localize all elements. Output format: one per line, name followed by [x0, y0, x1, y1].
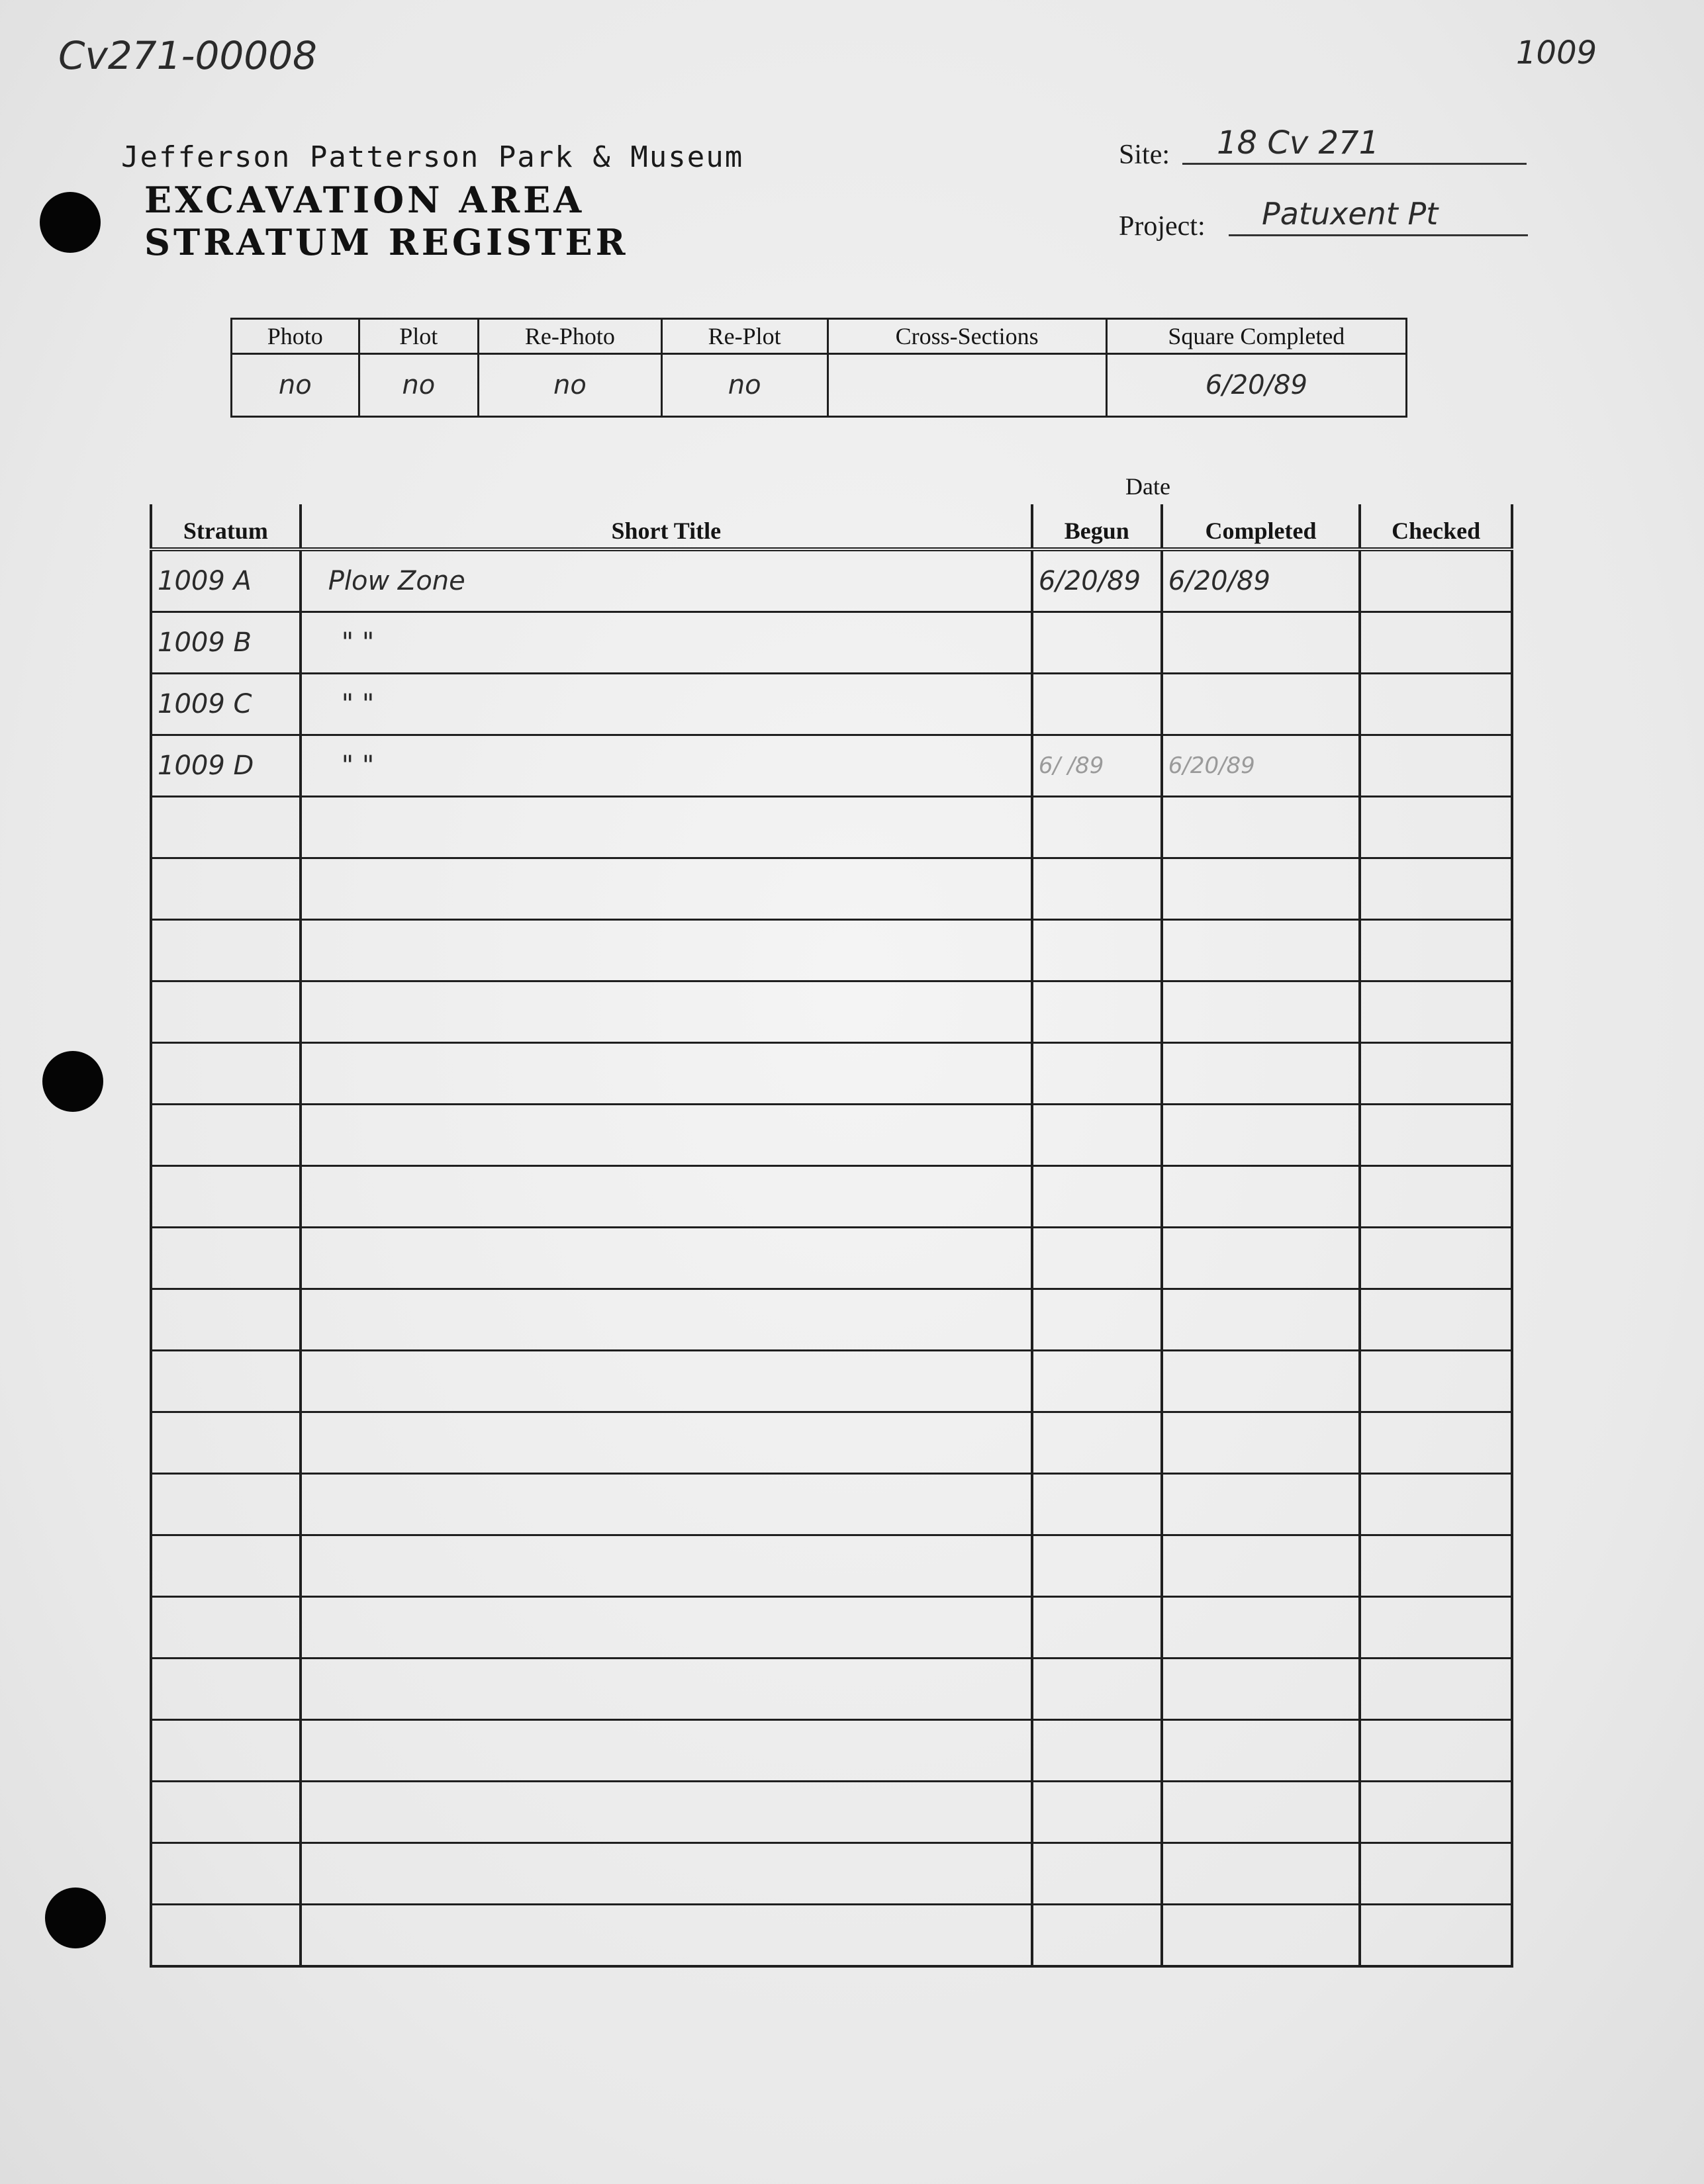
col-cross-sections: Cross-Sections: [828, 319, 1106, 354]
blank-cell: [1162, 1659, 1360, 1720]
blank-cell: [301, 1905, 1032, 1967]
blank-cell: [1360, 1105, 1512, 1166]
blank-cell: [151, 1105, 301, 1166]
blank-cell: [151, 1166, 301, 1228]
blank-row: [151, 1474, 1512, 1535]
blank-row: [151, 1597, 1512, 1659]
blank-cell: [301, 1228, 1032, 1289]
blank-cell: [1032, 1905, 1162, 1967]
checked-cell: [1360, 612, 1512, 674]
col-re-photo: Re-Photo: [479, 319, 662, 354]
blank-cell: [1162, 1720, 1360, 1782]
blank-cell: [1032, 1659, 1162, 1720]
blank-cell: [1032, 1289, 1162, 1351]
blank-cell: [1162, 920, 1360, 981]
blank-cell: [1162, 1351, 1360, 1412]
blank-cell: [1032, 1412, 1162, 1474]
blank-cell: [1032, 1474, 1162, 1535]
blank-cell: [301, 1659, 1032, 1720]
blank-cell: [301, 1597, 1032, 1659]
blank-row: [151, 920, 1512, 981]
begun-cell: [1032, 674, 1162, 735]
blank-cell: [1360, 797, 1512, 858]
binder-hole-top: [40, 192, 101, 253]
begun-cell: 6/20/89: [1032, 549, 1162, 612]
blank-cell: [301, 1105, 1032, 1166]
blank-row: [151, 1782, 1512, 1843]
begun-cell: 6/ /89: [1032, 735, 1162, 797]
blank-row: [151, 1412, 1512, 1474]
blank-cell: [151, 1905, 301, 1967]
blank-cell: [301, 1289, 1032, 1351]
blank-cell: [1032, 981, 1162, 1043]
col-completed: Completed: [1162, 504, 1360, 549]
blank-row: [151, 1535, 1512, 1597]
form-title-line1: EXCAVATION AREA: [144, 179, 585, 221]
checked-cell: [1360, 674, 1512, 735]
blank-cell: [151, 858, 301, 920]
blank-cell: [1360, 1228, 1512, 1289]
blank-cell: [1360, 858, 1512, 920]
col-stratum: Stratum: [151, 504, 301, 549]
blank-cell: [151, 1289, 301, 1351]
blank-cell: [1032, 1166, 1162, 1228]
blank-cell: [1162, 1228, 1360, 1289]
blank-cell: [1032, 1228, 1162, 1289]
blank-cell: [151, 1412, 301, 1474]
form-title-line2: STRATUM REGISTER: [144, 221, 629, 263]
blank-cell: [1360, 1289, 1512, 1351]
blank-cell: [1360, 920, 1512, 981]
blank-cell: [1032, 797, 1162, 858]
square-completed-value: 6/20/89: [1106, 354, 1406, 417]
blank-cell: [1032, 858, 1162, 920]
status-value-row: [232, 354, 1407, 417]
begun-cell: [1032, 612, 1162, 674]
col-short-title: Short Title: [301, 504, 1032, 549]
blank-cell: [1162, 1412, 1360, 1474]
completed-cell: [1162, 674, 1360, 735]
stratum-cell: 1009 A: [151, 549, 301, 612]
binder-hole-middle: [42, 1051, 103, 1112]
project-underline: [1229, 234, 1528, 236]
blank-cell: [301, 1782, 1032, 1843]
blank-cell: [1360, 1782, 1512, 1843]
blank-cell: [1162, 981, 1360, 1043]
blank-row: [151, 1720, 1512, 1782]
blank-cell: [151, 797, 301, 858]
blank-cell: [301, 1351, 1032, 1412]
blank-cell: [1162, 1105, 1360, 1166]
blank-cell: [1360, 1412, 1512, 1474]
col-photo: Photo: [232, 319, 359, 354]
blank-cell: [1360, 1474, 1512, 1535]
col-checked: Checked: [1360, 504, 1512, 549]
blank-row: [151, 1659, 1512, 1720]
completed-cell: [1162, 612, 1360, 674]
blank-cell: [301, 1720, 1032, 1782]
blank-row: [151, 1905, 1512, 1967]
blank-cell: [1032, 920, 1162, 981]
completed-cell: 6/20/89: [1162, 735, 1360, 797]
col-plot: Plot: [359, 319, 479, 354]
blank-cell: [301, 981, 1032, 1043]
blank-row: [151, 1289, 1512, 1351]
blank-cell: [1360, 1905, 1512, 1967]
blank-cell: [151, 1720, 301, 1782]
col-re-plot: Re-Plot: [661, 319, 828, 354]
blank-cell: [1162, 1782, 1360, 1843]
blank-cell: [151, 1474, 301, 1535]
blank-cell: [1162, 1043, 1360, 1105]
blank-row: [151, 858, 1512, 920]
blank-row: [151, 1228, 1512, 1289]
blank-cell: [1032, 1535, 1162, 1597]
blank-cell: [1162, 1905, 1360, 1967]
blank-cell: [301, 1474, 1032, 1535]
blank-cell: [301, 1043, 1032, 1105]
blank-cell: [1032, 1843, 1162, 1905]
blank-cell: [1032, 1782, 1162, 1843]
re-photo-value: no: [479, 354, 662, 417]
museum-name: Jefferson Patterson Park & Museum: [121, 140, 744, 174]
blank-cell: [1360, 1166, 1512, 1228]
plot-value: no: [359, 354, 479, 417]
blank-cell: [151, 1351, 301, 1412]
blank-cell: [1032, 1351, 1162, 1412]
blank-row: [151, 1105, 1512, 1166]
col-begun: Begun: [1032, 504, 1162, 549]
blank-cell: [1032, 1720, 1162, 1782]
blank-row: [151, 797, 1512, 858]
blank-cell: [151, 1843, 301, 1905]
blank-cell: [151, 1228, 301, 1289]
blank-cell: [151, 1535, 301, 1597]
blank-cell: [301, 797, 1032, 858]
title-cell: " ": [301, 674, 1032, 735]
blank-cell: [1162, 1535, 1360, 1597]
blank-cell: [1360, 981, 1512, 1043]
re-plot-value: no: [661, 354, 828, 417]
blank-cell: [1162, 858, 1360, 920]
blank-row: [151, 981, 1512, 1043]
blank-cell: [1360, 1535, 1512, 1597]
blank-cell: [151, 1043, 301, 1105]
project-value: Patuxent Pt: [1262, 196, 1439, 232]
blank-cell: [1162, 1597, 1360, 1659]
blank-cell: [1360, 1659, 1512, 1720]
blank-cell: [151, 981, 301, 1043]
table-row: [151, 549, 1512, 612]
blank-cell: [1360, 1843, 1512, 1905]
blank-row: [151, 1351, 1512, 1412]
checked-cell: [1360, 735, 1512, 797]
page-number: 1009: [1516, 34, 1597, 71]
blank-cell: [151, 1782, 301, 1843]
site-value: 18 Cv 271: [1217, 124, 1380, 161]
table-row: [151, 612, 1512, 674]
blank-row: [151, 1843, 1512, 1905]
catalog-number: Cv271-00008: [58, 33, 317, 78]
title-cell: Plow Zone: [301, 549, 1032, 612]
blank-cell: [1032, 1043, 1162, 1105]
blank-rows: [151, 797, 1512, 1967]
blank-cell: [301, 1843, 1032, 1905]
title-cell: " ": [301, 735, 1032, 797]
site-label: Site:: [1119, 140, 1170, 170]
stratum-cell: 1009 B: [151, 612, 301, 674]
blank-cell: [1360, 1720, 1512, 1782]
blank-cell: [1032, 1105, 1162, 1166]
blank-cell: [301, 1412, 1032, 1474]
project-label: Project:: [1119, 211, 1206, 242]
cross-sections-value: [828, 354, 1106, 417]
table-row: [151, 735, 1512, 797]
status-table: [230, 318, 1407, 418]
blank-row: [151, 1043, 1512, 1105]
blank-cell: [1162, 1289, 1360, 1351]
blank-cell: [301, 1166, 1032, 1228]
blank-cell: [1032, 1597, 1162, 1659]
blank-cell: [301, 920, 1032, 981]
photo-value: no: [232, 354, 359, 417]
stratum-cell: 1009 D: [151, 735, 301, 797]
stratum-register-table: [150, 504, 1513, 1968]
blank-cell: [1360, 1043, 1512, 1105]
blank-cell: [301, 1535, 1032, 1597]
register-header-row: [151, 504, 1512, 549]
blank-cell: [1162, 1474, 1360, 1535]
blank-cell: [1162, 797, 1360, 858]
blank-cell: [151, 1597, 301, 1659]
binder-hole-bottom: [45, 1888, 106, 1948]
status-header-row: [232, 319, 1407, 354]
blank-cell: [1162, 1843, 1360, 1905]
stratum-cell: 1009 C: [151, 674, 301, 735]
blank-cell: [1360, 1597, 1512, 1659]
blank-cell: [1162, 1166, 1360, 1228]
blank-row: [151, 1166, 1512, 1228]
site-underline: [1182, 163, 1527, 165]
blank-cell: [151, 920, 301, 981]
blank-cell: [151, 1659, 301, 1720]
col-square-completed: Square Completed: [1106, 319, 1406, 354]
title-cell: " ": [301, 612, 1032, 674]
checked-cell: [1360, 549, 1512, 612]
blank-cell: [1360, 1351, 1512, 1412]
blank-cell: [301, 858, 1032, 920]
completed-cell: 6/20/89: [1162, 549, 1360, 612]
date-group-label: Date: [1125, 473, 1170, 500]
table-row: [151, 674, 1512, 735]
